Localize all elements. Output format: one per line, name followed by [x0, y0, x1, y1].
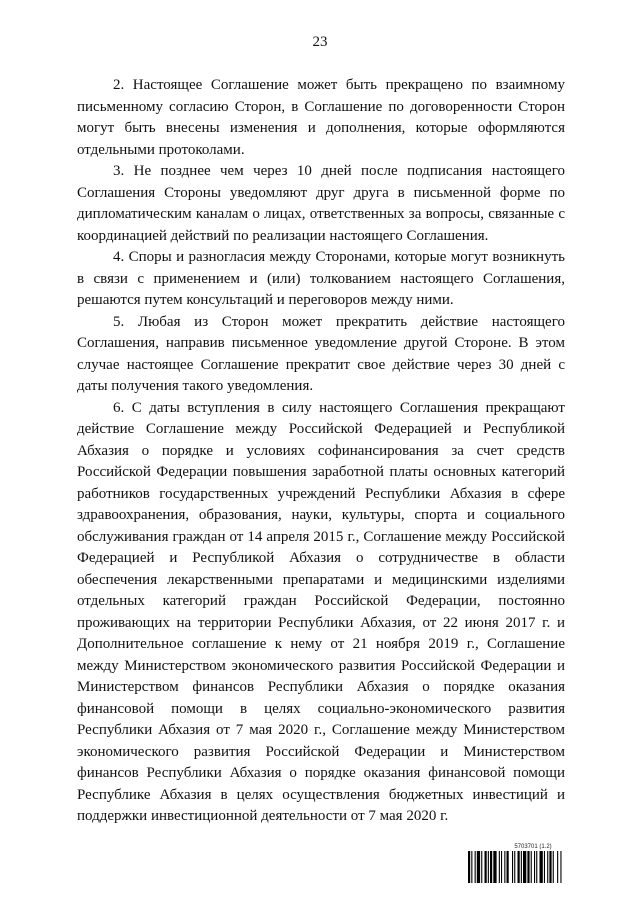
- paragraph-5: 5. Любая из Сторон может прекратить действие настоящего Соглашения, направив письменное уведомление другой Стороне. В этом случае настоящее Соглашение прекратит свое действие через 30 дней с даты получения такого уведомления.: [77, 313, 565, 394]
- document-body: [77, 75, 565, 828]
- paragraph-4: 4. Споры и разногласия между Сторонами, которые могут возникнуть в связи с применением и (или) толкованием настоящего Соглашения, решаются путем консультаций и переговоров между ними.: [77, 249, 565, 308]
- barcode-code: 5703701 (1.2): [514, 844, 552, 850]
- barcode-block: [468, 843, 598, 883]
- barcode-icon: [468, 851, 598, 883]
- paragraph-6: 6. С даты вступления в силу настоящего Соглашения прекращают действие Соглашение между Российской Федерацией и Республикой Абхазия о порядке и условиях софинансирования за счет средств Российской Федерации повышения заработной платы основных категорий работников государственных учреждений Республики Абхазия в сфере здравоохранения, образования, науки, культуры, спорта и социального обслуживания граждан от 14 апреля 2015 г., Соглашение между Российской Федерацией и Республикой Абхазия о сотрудничестве в области обеспечения лекарственными препаратами и медицинскими изделиями отдельных категорий граждан Российской Федерации, постоянно проживающих на территории Республики Абхазия, от 22 июня 2017 г. и Дополнительное соглашение к нему от 21 ноября 2019 г., Соглашение между Министерством экономического развития Российской Федерации и Министерством финансов Республики Абхазия о порядке оказания финансовой помощи в целях социально-экономического развития Республики Абхазия от 7 мая 2020 г., Соглашение между Министерством экономического развития Российской Федерации и Министерством финансов Республики Абхазия о порядке оказания финансовой помощи Республике Абхазия в целях осуществления бюджетных инвестиций и поддержки инвестиционной деятельности от 7 мая 2020 г.: [77, 399, 565, 824]
- page-number: 23: [312, 34, 328, 50]
- paragraph-2: 2. Настоящее Соглашение может быть прекращено по взаимному письменному согласию Сторон, в Соглашение по договоренности Сторон могут быть внесены изменения и дополнения, которые оформляются отдельными протоколами.: [77, 77, 565, 158]
- paragraph-3: 3. Не позднее чем через 10 дней после подписания настоящего Соглашения Стороны уведомляют друг друга в письменной форме по дипломатическим каналам о лицах, ответственных за вопросы, связанные с координацией действий по реализации настоящего Соглашения.: [77, 163, 565, 244]
